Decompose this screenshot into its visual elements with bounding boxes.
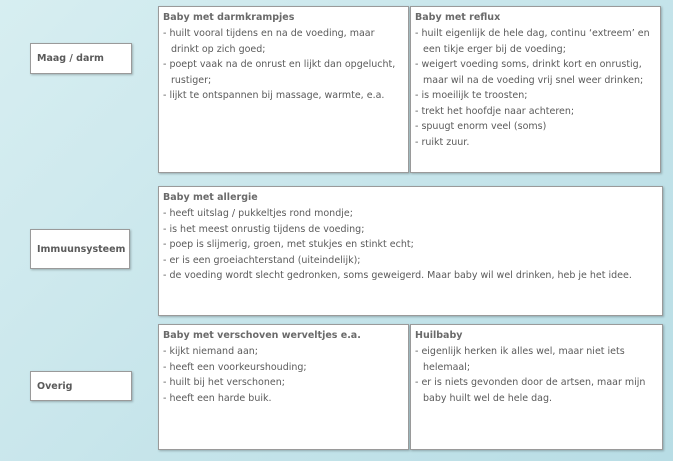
list-item: - trekt het hoofdje naar achteren; (415, 104, 656, 120)
list-item: - lijkt te ontspannen bij massage, warmte, e.a. (163, 88, 404, 104)
list-item: - huilt bij het verschonen; (163, 375, 404, 391)
list-item: - is het meest onrustig tijdens de voeding; (163, 222, 658, 238)
list-item: - ruikt zuur. (415, 135, 656, 151)
list-item: - heeft een harde buik. (163, 391, 404, 407)
box-darmkrampjes (158, 6, 409, 173)
list-item: - huilt eigenlijk de hele dag, continu ‘extreem’ en een tikje erger bij de voeding; (415, 26, 656, 57)
box-title: Baby met verschoven werveltjes e.a. (163, 330, 361, 341)
category-label-overig: Overig (30, 371, 132, 401)
box-allergie (158, 186, 663, 316)
list-item: - poept vaak na de onrust en lijkt dan opgelucht, rustiger; (163, 57, 404, 88)
list-item: - spuugt enorm veel (soms) (415, 119, 656, 135)
list-item: - huilt vooral tijdens en na de voeding, maar drinkt op zich goed; (163, 26, 404, 57)
box-title: Baby met reflux (415, 12, 501, 23)
list-item: - er is niets gevonden door de artsen, maar mijn baby huilt wel de hele dag. (415, 375, 658, 406)
list-item: - kijkt niemand aan; (163, 344, 404, 360)
symptom-list (163, 26, 404, 104)
symptom-list (163, 206, 658, 284)
box-title: Baby met allergie (163, 192, 258, 203)
list-item: - weigert voeding soms, drinkt kort en onrustig, maar wil na de voeding vrij snel weer drinken; (415, 57, 656, 88)
box-title: Baby met darmkrampjes (163, 12, 295, 23)
box-verschoven-werveltjes (158, 324, 409, 450)
list-item: - er is een groeiachterstand (uiteindelijk); (163, 253, 658, 269)
box-title: Huilbaby (415, 330, 463, 341)
list-item: - eigenlijk herken ik alles wel, maar niet iets helemaal; (415, 344, 658, 375)
box-huilbaby (410, 324, 663, 450)
category-label-immuunsysteem: Immuunsysteem (30, 229, 130, 269)
symptom-list (163, 344, 404, 406)
list-item: - is moeilijk te troosten; (415, 88, 656, 104)
list-item: - heeft een voorkeurshouding; (163, 360, 404, 376)
symptom-list (415, 26, 656, 150)
list-item: - heeft uitslag / pukkeltjes rond mondje; (163, 206, 658, 222)
symptom-list (415, 344, 658, 406)
category-label-maag-darm: Maag / darm (30, 43, 132, 74)
box-reflux (410, 6, 661, 173)
list-item: - poep is slijmerig, groen, met stukjes en stinkt echt; (163, 237, 658, 253)
list-item: - de voeding wordt slecht gedronken, soms geweigerd. Maar baby wil wel drinken, heb je het idee. (163, 268, 658, 284)
